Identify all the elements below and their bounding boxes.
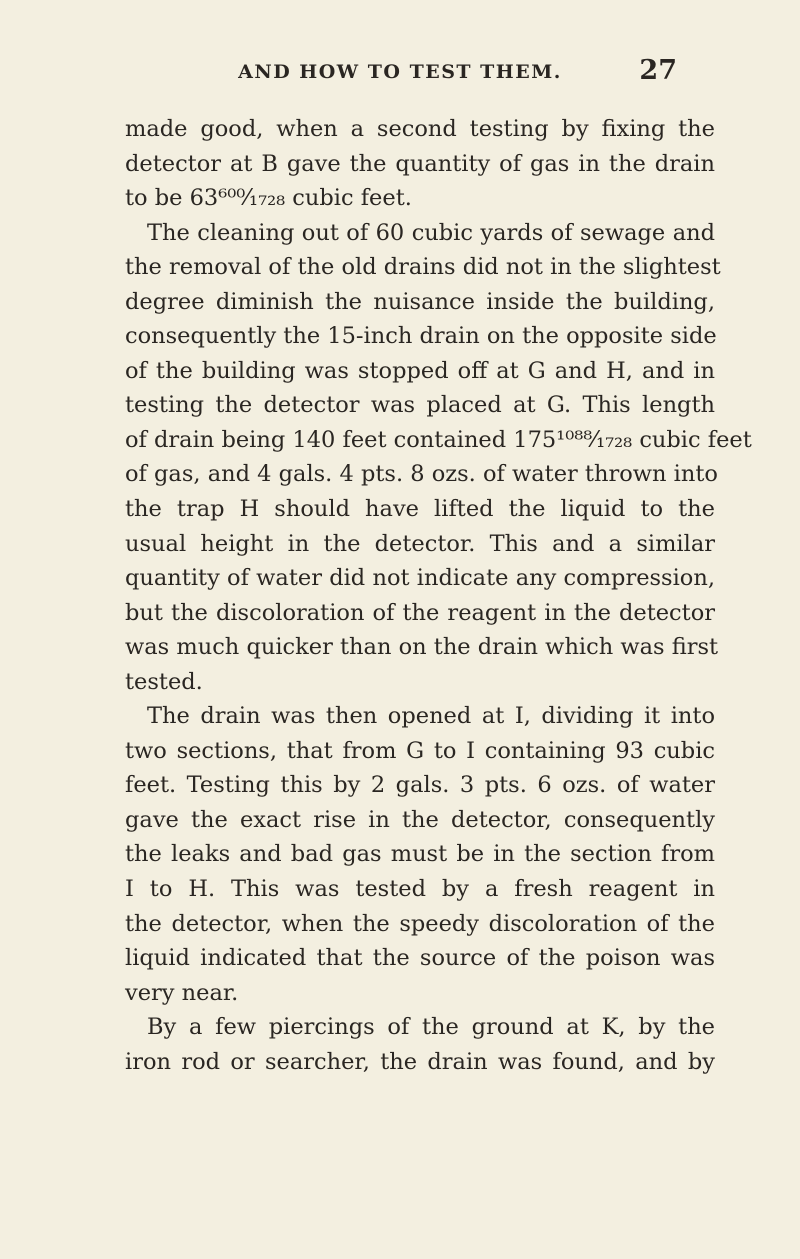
text-line: of gas, and 4 gals. 4 pts. 8 ozs. of water thrown into (125, 461, 718, 488)
text-line: By a few piercings of the ground at K, by the (147, 1014, 715, 1041)
text-line: detector at B gave the quantity of gas in the drain (125, 150, 715, 177)
text-line: very near. (125, 979, 239, 1006)
text-line: degree diminish the nuisance inside the building, (125, 288, 715, 315)
text-line: The cleaning out of 60 cubic yards of sewage and (147, 219, 715, 246)
text-line: was much quicker than on the drain which was first (125, 634, 719, 661)
text-line: consequently the 15-inch drain on the opposite side (125, 323, 717, 350)
text-line: I to H. This was tested by a fresh reagent in (125, 876, 715, 903)
text-line: to be 63⁶⁰⁰⁄₁₇₂₈ cubic feet. (125, 185, 412, 212)
text-line: liquid indicated that the source of the poison was (125, 945, 715, 972)
text-line: feet. Testing this by 2 gals. 3 pts. 6 ozs. of water (125, 772, 715, 799)
text-line: quantity of water did not indicate any compression, (125, 565, 715, 592)
text-line: the detector, when the speedy discoloration of the (125, 910, 715, 937)
text-line: of the building was stopped off at G and H, and in (125, 357, 715, 384)
running-head: AND HOW TO TEST THEM. (238, 61, 562, 83)
text-line: two sections, that from G to I containing 93 cubic (125, 737, 715, 764)
page-number: 27 (639, 55, 677, 86)
text-line: testing the detector was placed at G. This length (125, 392, 715, 419)
text-line: gave the exact rise in the detector, consequently (125, 806, 715, 833)
text-line: of drain being 140 feet contained 175¹⁰⁸⁸⁄₁₇₂₈ cubic feet (125, 426, 752, 453)
text-line: made good, when a second testing by fixing the (125, 116, 715, 142)
text-line: the leaks and bad gas must be in the section from (125, 841, 715, 868)
page-header (0, 55, 800, 95)
text-line: the removal of the old drains did not in the slightest (125, 254, 721, 281)
text-line: but the discoloration of the reagent in the detector (125, 599, 715, 626)
text-line: the trap H should have lifted the liquid to the (125, 496, 715, 523)
text-line: The drain was then opened at I, dividing it into (147, 703, 715, 730)
text-line: usual height in the detector. This and a similar (125, 530, 715, 557)
body-text (125, 112, 752, 1079)
text-line: iron rod or searcher, the drain was found, and by (125, 1048, 715, 1075)
text-line: tested. (125, 668, 203, 695)
